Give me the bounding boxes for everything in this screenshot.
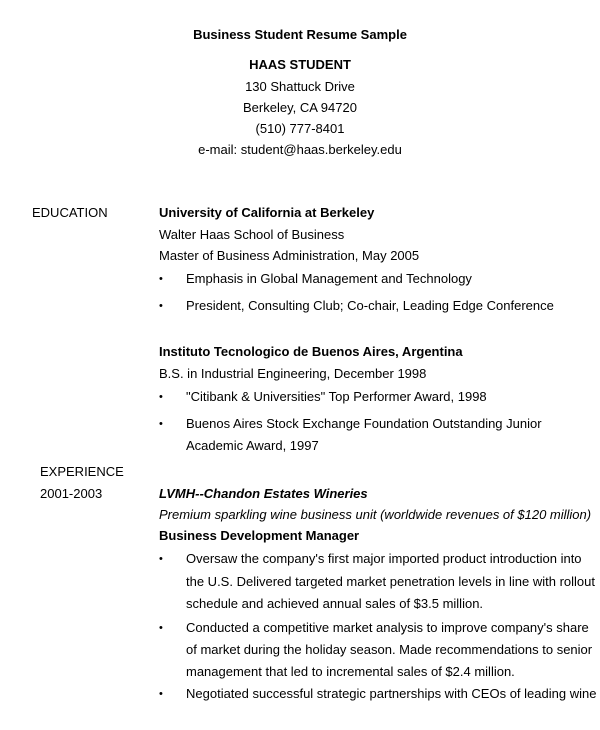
school-name: University of California at Berkeley [159,205,375,220]
school-subdivision: Walter Haas School of Business [159,227,345,242]
city-line: Berkeley, CA 94720 [243,100,357,115]
experience-bullet: Conducted a competitive market analysis to improve company's share [186,620,589,635]
experience-label: EXPERIENCE [40,464,124,479]
experience-dates: 2001-2003 [40,486,103,501]
candidate-name: HAAS STUDENT [249,57,351,72]
bullet-icon: • [159,300,163,312]
education-bullet: President, Consulting Club; Co-chair, Leading Edge Conference [186,298,554,313]
school-name: Instituto Tecnologico de Buenos Aires, Argentina [159,344,463,359]
email-line: e-mail: student@haas.berkeley.edu [198,142,402,157]
experience-bullet-continued: the U.S. Delivered targeted market penetration levels in line with rollout [186,574,595,589]
experience-bullet-continued: of market during the holiday season. Made recommendations to senior [186,642,593,657]
bullet-icon: • [159,688,163,700]
experience-bullet: Negotiated successful strategic partnerships with CEOs of leading wine [186,686,597,701]
education-bullet: Emphasis in Global Management and Technology [186,271,472,286]
bullet-icon: • [159,391,163,403]
education-bullet: "Citibank & Universities" Top Performer Award, 1998 [186,389,487,404]
phone-line: (510) 777-8401 [255,121,345,136]
school-degree: B.S. in Industrial Engineering, December 1998 [159,366,427,381]
experience-bullet-continued: management that led to incremental sales of $2.4 million. [186,664,515,679]
company-name: LVMH--Chandon Estates Wineries [159,486,368,501]
job-title: Business Development Manager [159,528,360,543]
education-bullet: Buenos Aires Stock Exchange Foundation Outstanding Junior [186,416,542,431]
education-label: EDUCATION [32,205,108,220]
experience-bullet: Oversaw the company's first major imported product introduction into [186,551,582,566]
document-title: Business Student Resume Sample [193,27,407,42]
school-degree: Master of Business Administration, May 2005 [159,248,420,263]
address-line: 130 Shattuck Drive [245,79,355,94]
bullet-icon: • [159,553,163,565]
bullet-icon: • [159,622,163,634]
bullet-icon: • [159,273,163,285]
education-bullet-continued: Academic Award, 1997 [186,438,319,453]
business-unit: Premium sparkling wine business unit (worldwide revenues of $120 million) [159,507,592,522]
bullet-icon: • [159,418,163,430]
experience-bullet-continued: schedule and achieved annual sales of $3.5 million. [186,596,484,611]
